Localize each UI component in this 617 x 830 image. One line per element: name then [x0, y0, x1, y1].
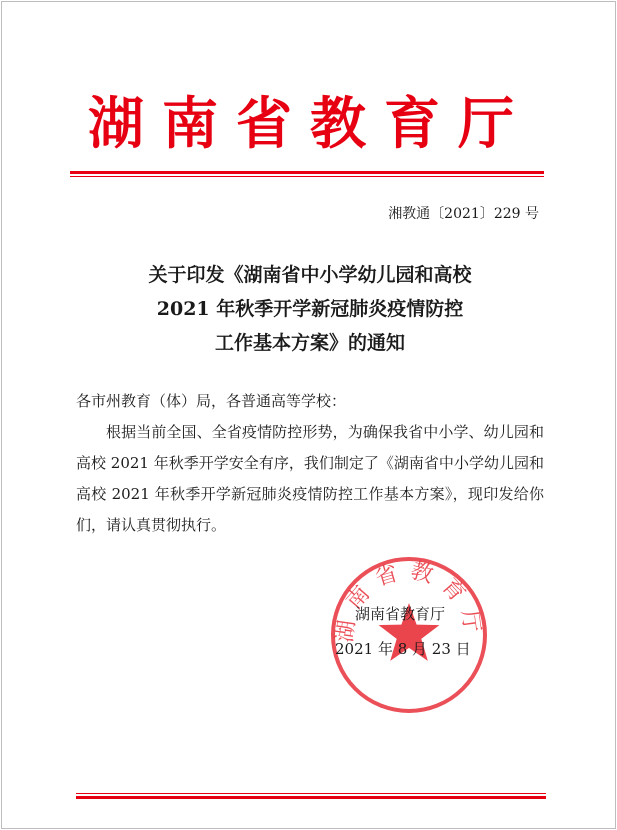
seal-text: 湖南省教育厅: [332, 558, 486, 644]
header-red-rule-thin: [70, 176, 544, 177]
signer-name: 湖南省教育厅: [355, 605, 446, 623]
recipient-line: 各市州教育（体）局，各普通高等学校：: [76, 392, 347, 410]
official-seal: [329, 555, 489, 715]
document-title: [60, 258, 560, 360]
title-line-2: 2021 年秋季开学新冠肺炎疫情防控: [156, 298, 464, 320]
footer-red-rule-thick: [76, 796, 546, 799]
signature-date: 2021 年 8 月 23 日: [335, 640, 471, 658]
document-body: [76, 386, 544, 541]
title-line-1: 关于印发《湖南省中小学幼儿园和高校: [148, 264, 472, 286]
footer-red-rule-thin: [76, 793, 546, 794]
body-paragraph: 根据当前全国、全省疫情防控形势，为确保我省中小学、幼儿园和高校 2021 年秋季开学安全有序，我们制定了《湖南省中小学幼儿园和高校 2021 年秋季开学新冠肺炎疫情防控工作基本方案》，现印发给你们，请认真贯彻执行。: [76, 423, 544, 534]
document-number: 湘教通〔2021〕229 号: [388, 206, 539, 222]
header-red-rule-thick: [70, 171, 544, 174]
agency-masthead: 湖南省教育厅: [88, 91, 532, 157]
title-line-3: 工作基本方案》的通知: [214, 332, 405, 354]
